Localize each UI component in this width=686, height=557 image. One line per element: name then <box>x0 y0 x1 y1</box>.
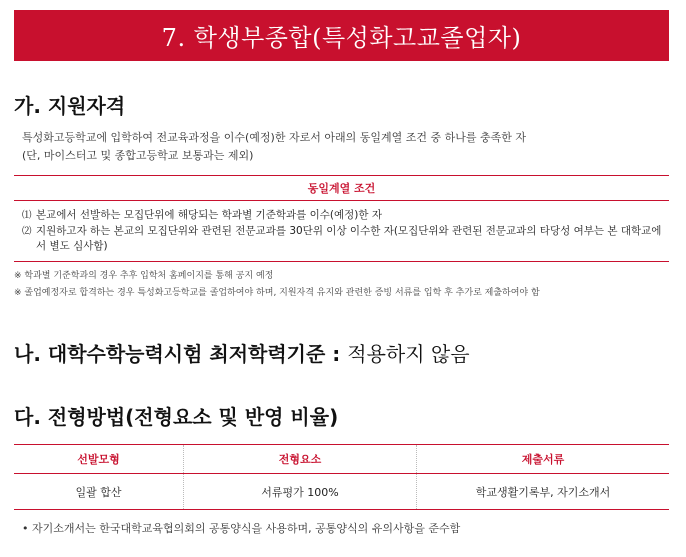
table-header-row <box>14 445 669 474</box>
eligibility-desc-line2: (단, 마이스터고 및 종합고등학교 보통과는 제외) <box>22 149 254 162</box>
condition-text: 본교에서 선발하는 모집단위에 해당되는 학과별 기준학과를 이수(예정)한 자 <box>36 209 382 221</box>
selection-method-table <box>14 444 669 510</box>
condition-number: ⑴ <box>22 210 32 221</box>
table-header-cell: 제출서류 <box>417 445 670 474</box>
section-na-value: 적용하지 않음 <box>347 342 470 366</box>
note-line: ※ 졸업예정자로 합격하는 경우 특성화고등학교를 졸업하여야 하며, 지원자격 유지와 관련한 증빙 서류를 입학 후 추가로 제출하여야 함 <box>14 288 540 298</box>
footnote: • 자기소개서는 한국대학교육협의회의 공통양식을 사용하며, 공통양식의 유의사항을 준수함 <box>22 522 461 535</box>
table-header-cell: 전형요소 <box>184 445 417 474</box>
section-na-label: 나. 대학수학능력시험 최저학력기준 : <box>14 342 341 366</box>
section-da-title: 다. 전형방법(전형요소 및 반영 비율) <box>14 405 339 429</box>
page-banner <box>14 10 669 61</box>
condition-text: 지원하고자 하는 본교의 모집단위와 관련된 전문교과를 30단위 이상 이수한 자(모집단위와 관련된 전문교과의 타당성 여부는 본 대학교에서 별도 심사함) <box>36 224 662 252</box>
conditions-header: 동일계열 조건 <box>14 175 669 201</box>
section-na-title <box>14 338 470 367</box>
eligibility-desc-line1: 특성화고등학교에 입학하여 전교육과정을 이수(예정)한 자로서 아래의 동일계열 조건 중 하나를 충족한 자 <box>22 131 526 144</box>
table-cell: 학교생활기록부, 자기소개서 <box>417 474 670 510</box>
conditions-box <box>14 175 669 262</box>
section-ga-title: 가. 지원자격 <box>14 94 126 118</box>
condition-number: ⑵ <box>22 225 32 237</box>
note-line: ※ 학과별 기준학과의 경우 추후 입학처 홈페이지를 통해 공지 예정 <box>14 271 274 281</box>
banner-title: 7. 학생부종합(특성화고교졸업자) <box>161 24 522 52</box>
table-row <box>14 474 669 510</box>
table-header-cell: 선발모형 <box>14 445 184 474</box>
condition-item <box>22 208 663 224</box>
table-cell: 일괄 합산 <box>14 474 184 510</box>
conditions-body <box>14 201 669 262</box>
condition-item <box>22 224 663 255</box>
table-cell: 서류평가 100% <box>184 474 417 510</box>
